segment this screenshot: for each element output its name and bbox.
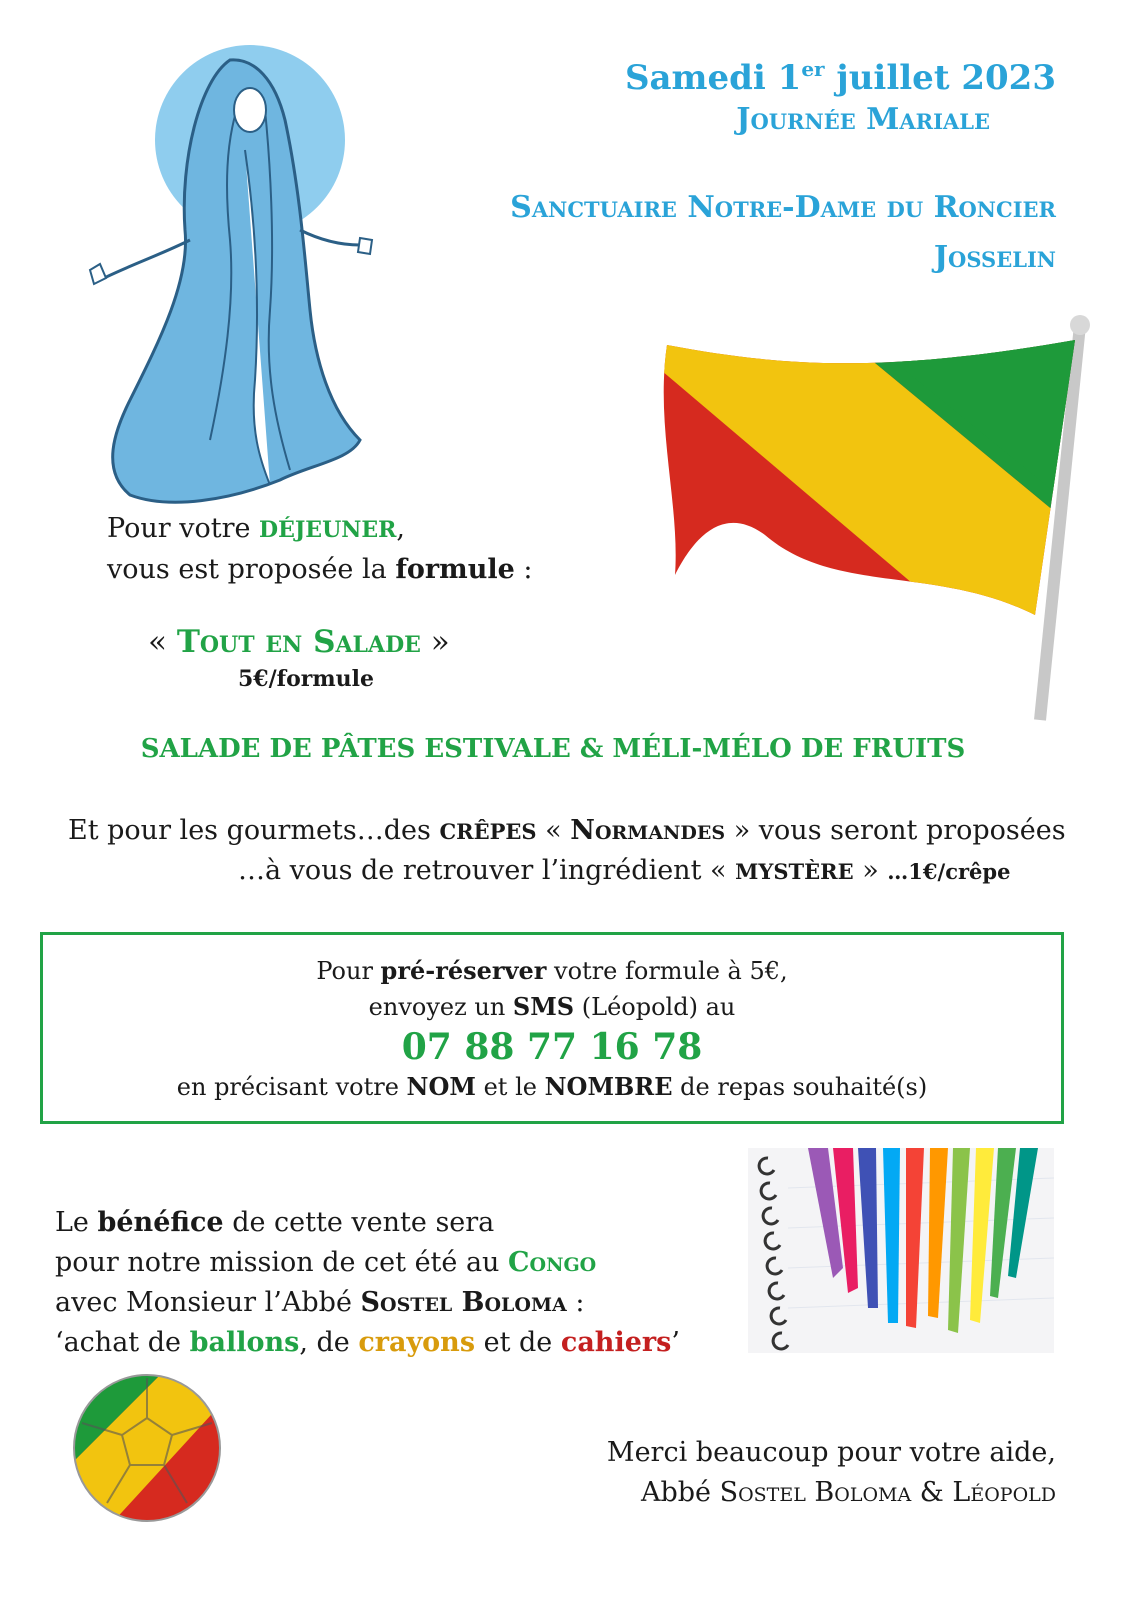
venue-name: Sanctuaire Notre-Dame du Roncier <box>510 190 1056 225</box>
menu-description: SALADE DE PÂTES ESTIVALE & MÉLI-MÉLO DE FRUITS <box>140 734 966 764</box>
reservation-box: Pour pré-réserver votre formule à 5€, envoyez un SMS (Léopold) au 07 88 77 16 78 en précisant votre NOM et le NOMBRE de repas souhaité(s) <box>40 932 1064 1124</box>
congo-football-icon <box>72 1373 222 1523</box>
event-date: Samedi 1er juillet 2023 <box>624 57 1056 98</box>
lunch-highlight: DÉJEUNER <box>259 517 397 543</box>
event-header <box>356 56 1056 278</box>
formula-price: 5€/formule <box>238 666 375 692</box>
thanks-signature: Merci beaucoup pour votre aide, Abbé Sostel Boloma & Léopold <box>606 1437 1056 1508</box>
benefit-text: Le bénéfice de cette vente sera pour notre mission de cet été au Congo avec Monsieur l’Abbé Sostel Boloma : ‘achat de ballons, de crayons et de cahiers’ <box>55 1207 680 1358</box>
crepes-line-1: Et pour les gourmets…des CRÊPES « Normandes » vous seront proposées <box>68 815 1066 846</box>
event-title: Journée Mariale <box>736 102 990 137</box>
formula-name: « Tout en Salade » <box>148 624 450 660</box>
lunch-intro: Pour votre DÉJEUNER, vous est proposée la formule : <box>107 513 533 585</box>
town-name: Josselin <box>933 240 1056 275</box>
phone-number: 07 88 77 16 78 <box>401 1026 703 1068</box>
congo-highlight: Congo <box>508 1247 597 1278</box>
pencils-notebook-photo <box>748 1148 1054 1353</box>
congo-flag-illustration <box>655 305 1095 725</box>
virgin-mary-illustration <box>60 40 390 510</box>
crepes-line-2: …à vous de retrouver l’ingrédient « MYSTÈRE » …1€/crêpe <box>238 855 1011 886</box>
